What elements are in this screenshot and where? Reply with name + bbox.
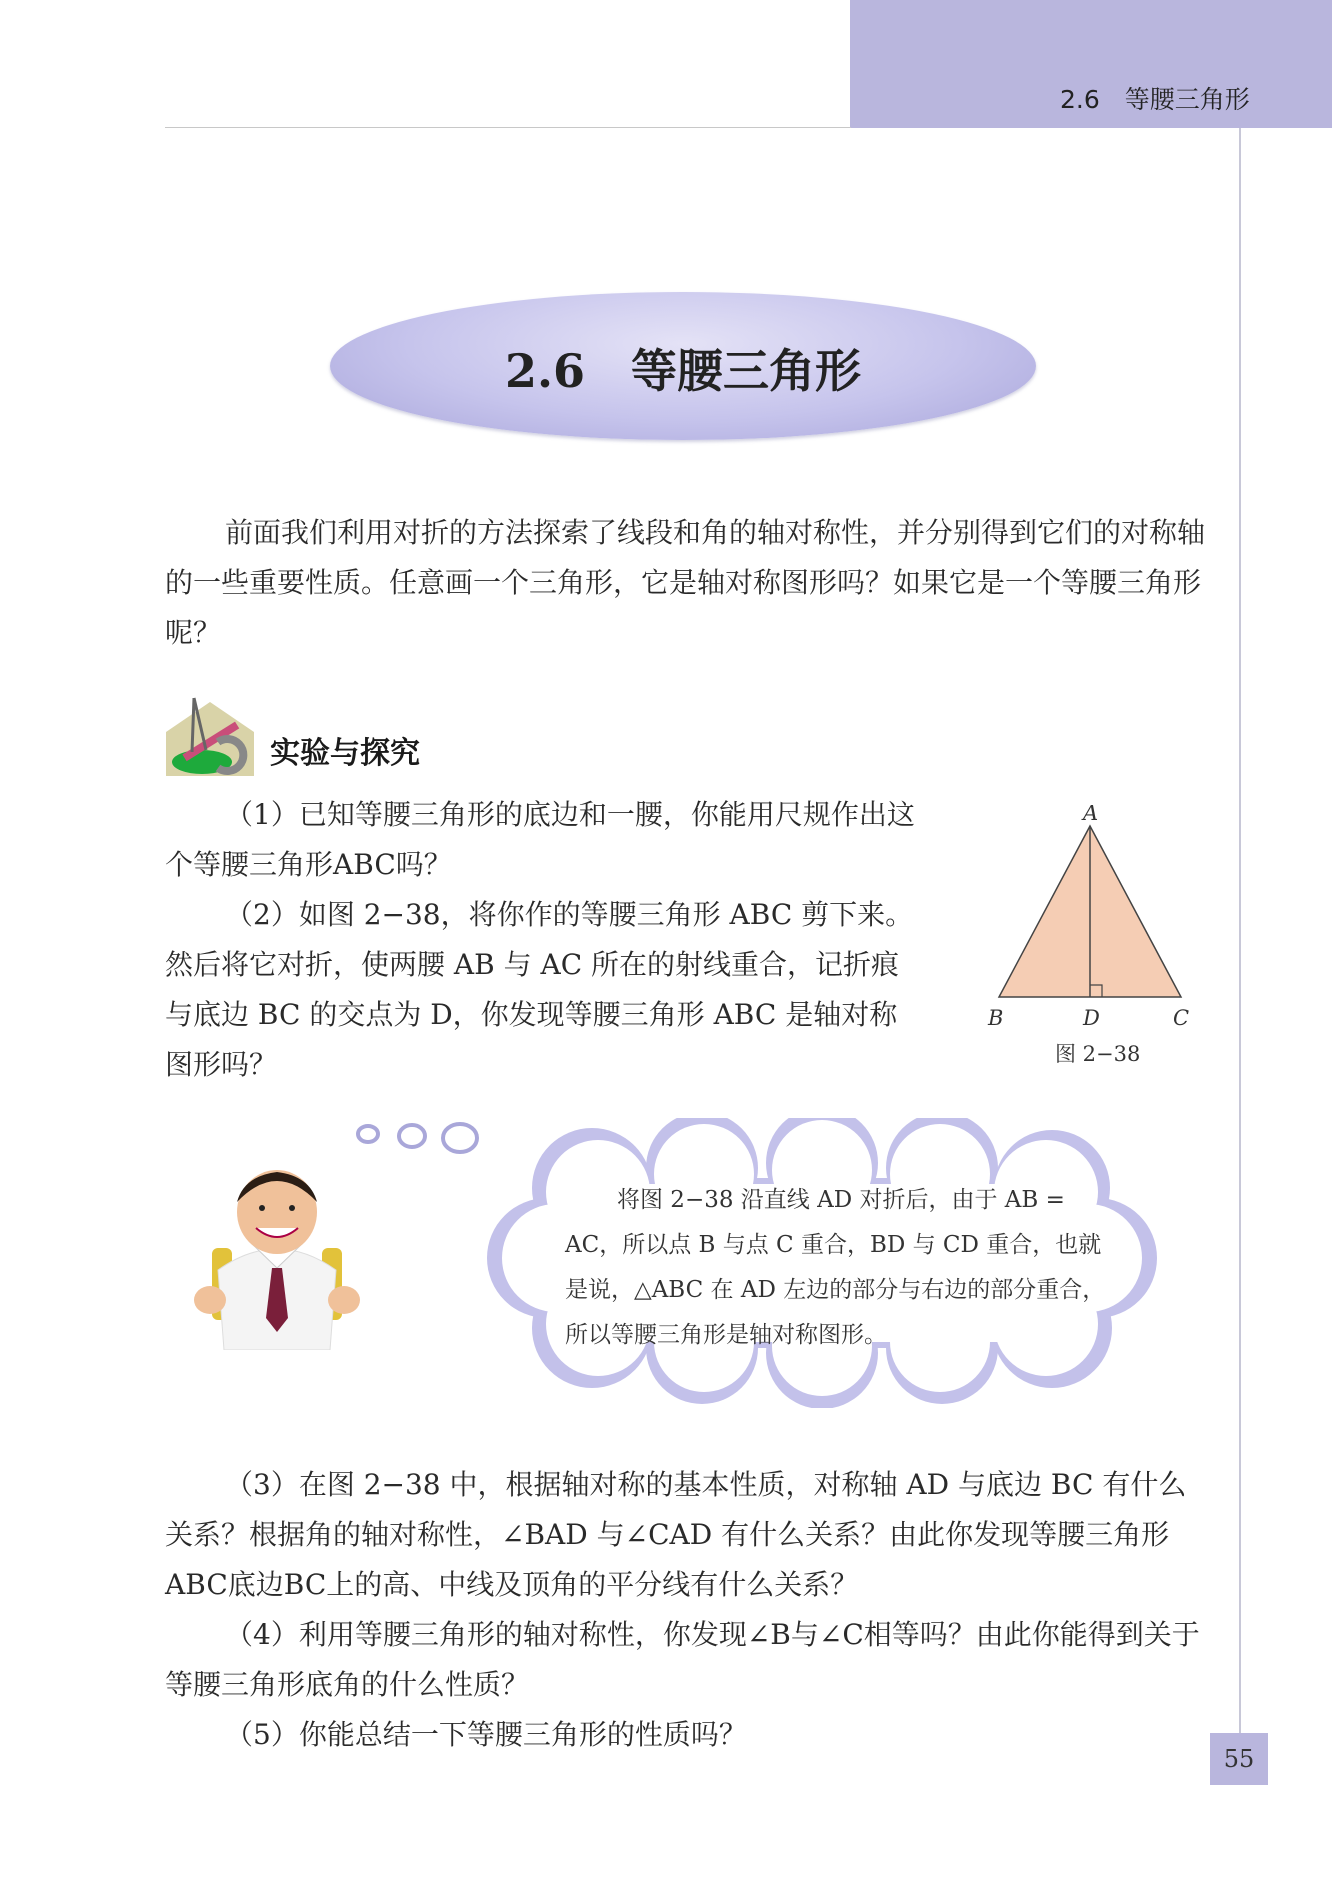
question-3: （3）在图 2−38 中，根据轴对称的基本性质，对称轴 AD 与底边 BC 有什么关系？根据角的轴对称性，∠BAD 与∠CAD 有什么关系？由此你发现等腰三角形ABC底边BC上的高、中线及顶角的平分线有什么关系？: [165, 1468, 1187, 1601]
compass-ruler-icon: [162, 692, 258, 778]
intro-paragraph: 前面我们利用对折的方法探索了线段和角的轴对称性，并分别得到它们的对称轴的一些重要性质。任意画一个三角形，它是轴对称图形吗？如果它是一个等腰三角形呢？: [165, 516, 1206, 649]
thought-dots: [350, 1112, 485, 1162]
section-heading: 实验与探究: [270, 736, 420, 771]
label-c: C: [1173, 1006, 1190, 1030]
figure-caption: 图 2−38: [1055, 1042, 1141, 1066]
question-5: （5）你能总结一下等腰三角形的性质吗？: [225, 1718, 747, 1751]
student-illustration: [190, 1150, 365, 1350]
question-4: （4）利用等腰三角形的轴对称性，你发现∠B与∠C相等吗？由此你能得到关于等腰三角形底角的什么性质？: [165, 1618, 1200, 1701]
label-d: D: [1083, 1006, 1100, 1030]
label-a: A: [1083, 805, 1099, 825]
header-rule: [165, 127, 851, 128]
page-title: 2.6 等腰三角形: [504, 344, 862, 398]
question-2: （2）如图 2−38，将你作的等腰三角形 ABC 剪下来。然后将它对折，使两腰 AB 与 AC 所在的射线重合，记折痕与底边 BC 的交点为 D，你发现等腰三角形 ABC 是轴对称图形吗？: [165, 898, 914, 1081]
question-1: （1）已知等腰三角形的底边和一腰，你能用尺规作出这个等腰三角形ABC吗？: [165, 798, 915, 881]
label-b: B: [988, 1006, 1004, 1030]
running-header: 2.6 等腰三角形: [1060, 85, 1250, 114]
speech-text: 将图 2−38 沿直线 AD 对折后，由于 AB = AC，所以点 B 与点 C 重合，BD 与 CD 重合，也就是说，△ABC 在 AD 左边的部分与右边的部分重合，所以等腰三角形是轴对称图形。: [565, 1187, 1106, 1348]
figure-isosceles-triangle: [985, 805, 1205, 1030]
margin-rule: [1239, 128, 1241, 1743]
page-number: 55: [1210, 1733, 1268, 1785]
